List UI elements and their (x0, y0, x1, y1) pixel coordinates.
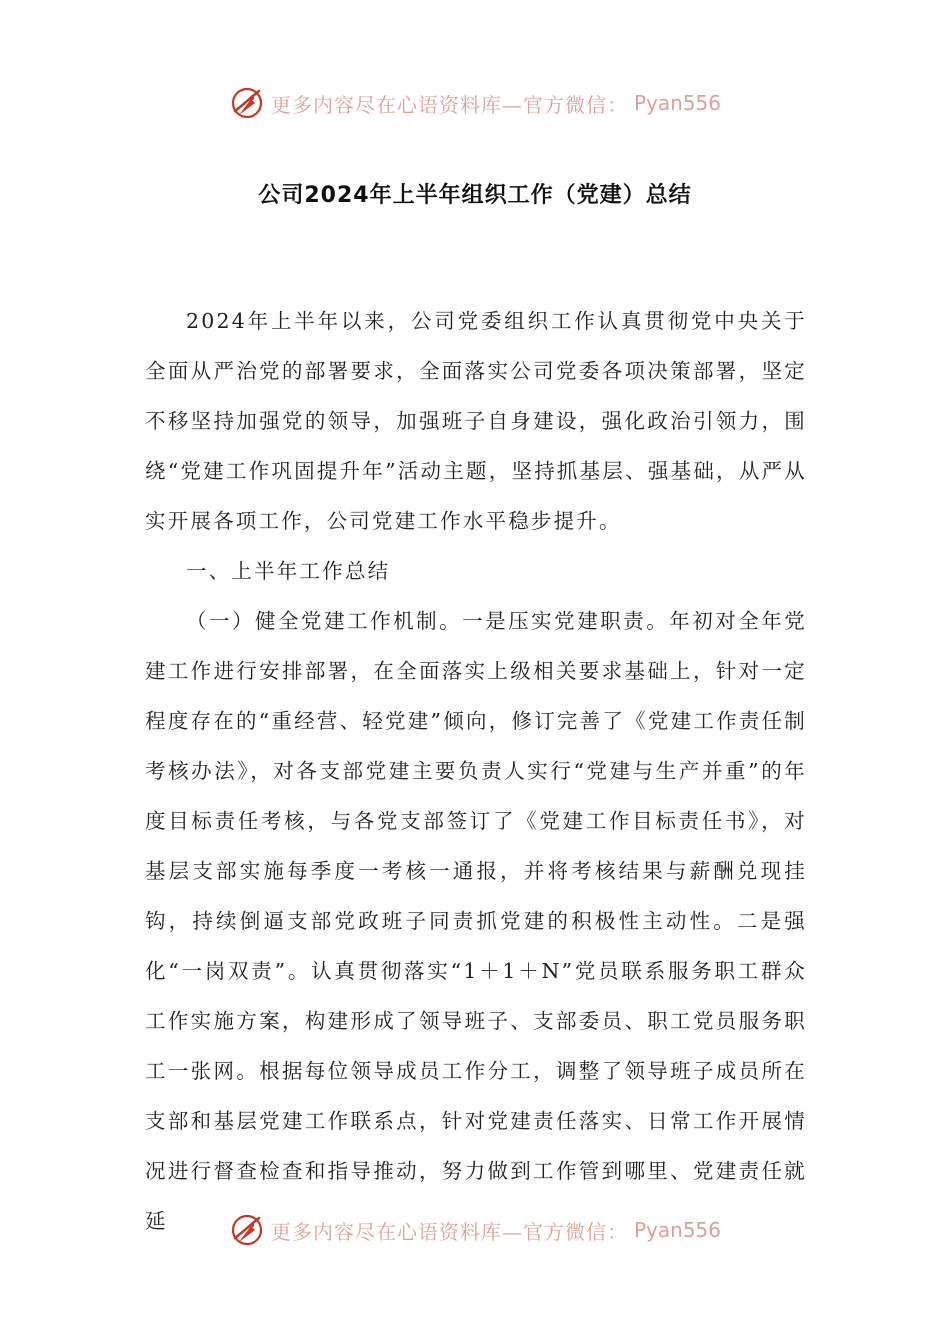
watermark-wechat-id: Pyan556 (633, 91, 721, 115)
document-title: 公司2024年上半年组织工作（党建）总结 (258, 183, 692, 208)
watermark-text: 更多内容尽在心语资料库—官方微信： (270, 1219, 628, 1244)
header-watermark-banner (0, 83, 950, 123)
pen-logo-icon (229, 85, 265, 121)
document-body (145, 296, 807, 1246)
body-paragraph: （一）健全党建工作机制。一是压实党建职责。年初对全年党建工作进行安排部署，在全面落实上级相关要求基础上，针对一定程度存在的“重经营、轻党建”倾向，修订完善了《党建工作责任制考核办法》，对各支部党建主要负责人实行“党建与生产并重”的年度目标责任考核，与各党支部签订了《党建工作目标责任书》，对基层支部实施每季度一考核一通报，并将考核结果与薪酬兑现挂钩，持续倒逼支部党政班子同责抓党建的积极性主动性。二是强化“一岗双责”。认真贯彻落实“1＋1＋N”党员联系服务职工群众工作实施方案，构建形成了领导班子、支部委员、职工党员服务职工一张网。根据每位领导成员工作分工，调整了领导班子成员所在支部和基层党建工作联系点，针对党建责任落实、日常工作开展情况进行督查检查和指导推动，努力做到工作管到哪里、党建责任就延 (145, 609, 807, 1233)
footer-watermark-banner (0, 1210, 950, 1250)
intro-paragraph: 2024年上半年以来，公司党委组织工作认真贯彻党中央关于全面从严治党的部署要求，全面落实公司党委各项决策部署，坚定不移坚持加强党的领导，加强班子自身建设，强化政治引领力，围绕“党建工作巩固提升年”活动主题，坚持抓基层、强基础，从严从实开展各项工作，公司党建工作水平稳步提升。 (145, 309, 807, 533)
section-heading: 一、上半年工作总结 (186, 559, 391, 583)
watermark-text: 更多内容尽在心语资料库—官方微信： (270, 92, 628, 117)
pen-logo-icon (229, 1212, 265, 1248)
watermark-wechat-id: Pyan556 (633, 1218, 721, 1242)
